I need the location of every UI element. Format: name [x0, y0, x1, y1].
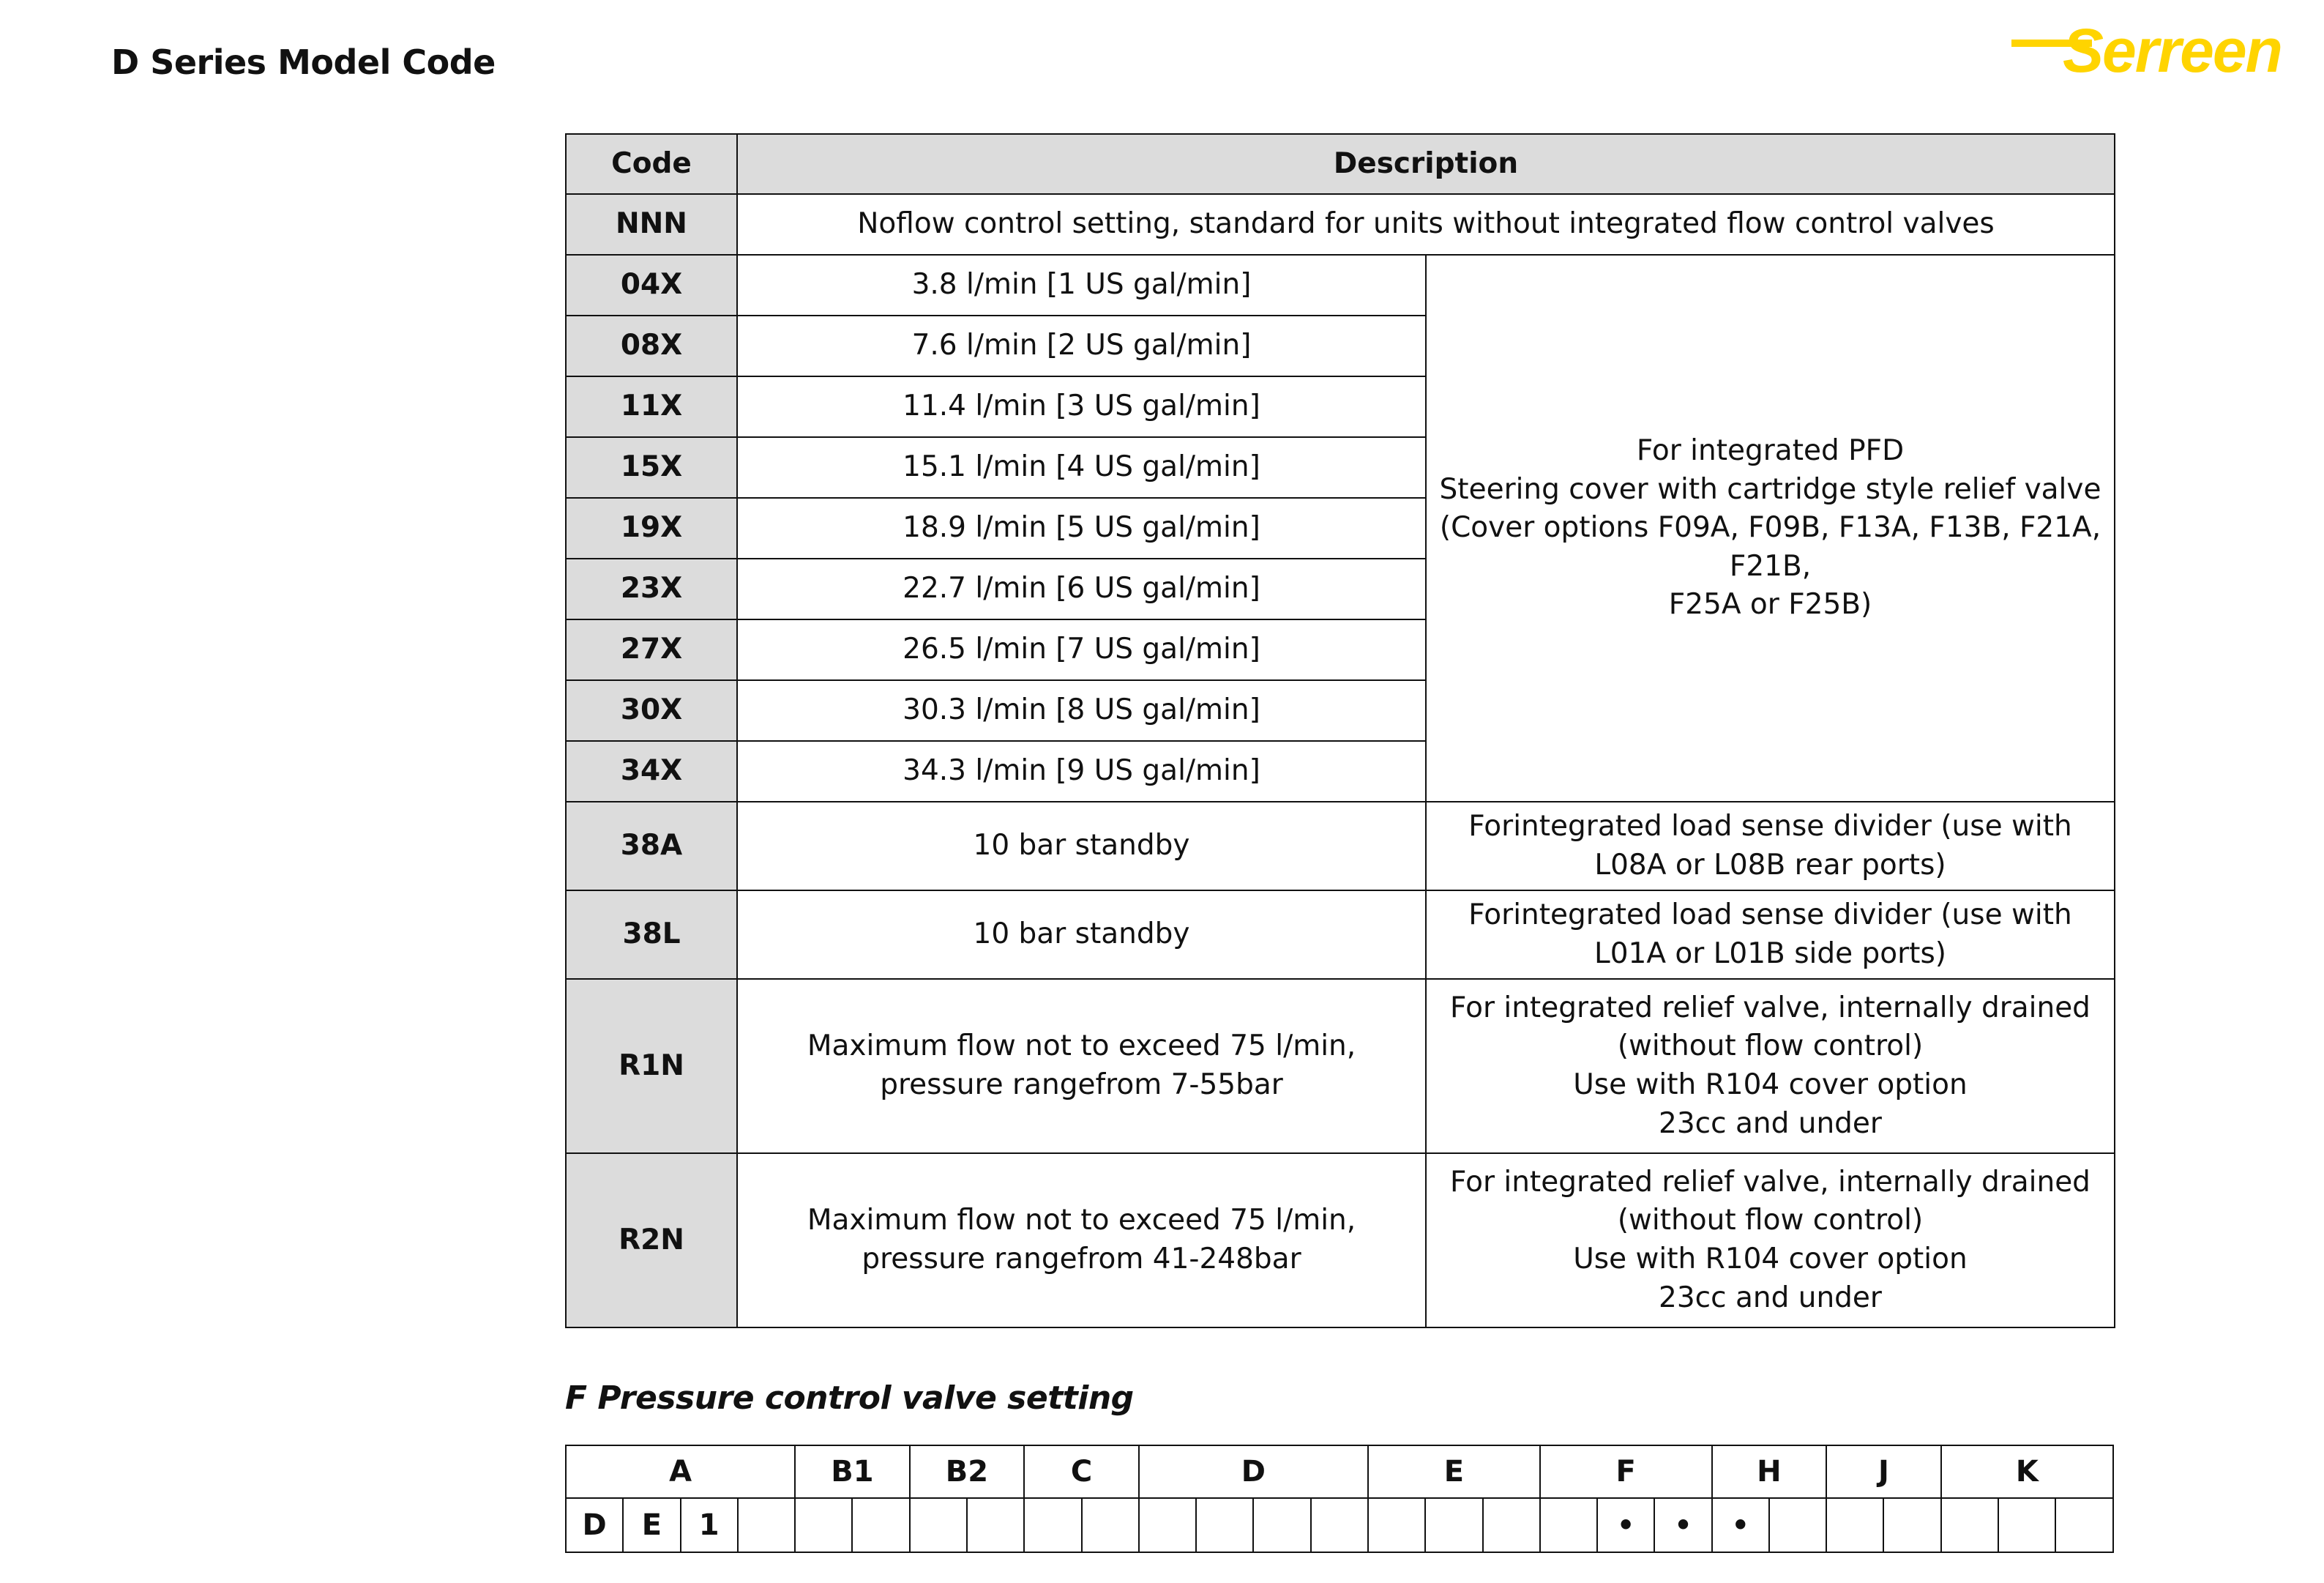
model-group-h: H — [1712, 1445, 1827, 1498]
model-cell — [1196, 1498, 1253, 1552]
code-cell: NNN — [566, 194, 737, 255]
description-cell: Maximum flow not to exceed 75 l/min, pressure rangefrom 7-55bar — [737, 979, 1426, 1153]
note-cell — [1426, 1153, 2115, 1327]
model-cell — [1883, 1498, 1940, 1552]
model-cell — [910, 1498, 967, 1552]
model-group-d: D — [1139, 1445, 1368, 1498]
page-title: D Series Model Code — [111, 42, 496, 82]
model-cell-dot: • — [1712, 1498, 1769, 1552]
note-line: For integrated PFD — [1636, 433, 1905, 467]
code-cell: 30X — [566, 680, 737, 741]
description-cell: 10 bar standby — [737, 890, 1426, 979]
code-cell: 15X — [566, 437, 737, 498]
note-line: Use with R104 cover option — [1573, 1243, 1968, 1275]
description-cell: Noflow control setting, standard for units without integrated flow control valves — [737, 194, 2115, 255]
model-cell — [1769, 1498, 1826, 1552]
note-line: F25A or F25B) — [1668, 588, 1872, 622]
model-group-b1: B1 — [795, 1445, 910, 1498]
description-cell: Maximum flow not to exceed 75 l/min, pressure rangefrom 41-248bar — [737, 1153, 1426, 1327]
model-cell — [1826, 1498, 1883, 1552]
code-cell: 27X — [566, 619, 737, 680]
code-cell: 38L — [566, 890, 737, 979]
note-line: Steering cover with cartridge style relief valve — [1439, 472, 2101, 506]
table-row — [566, 979, 2115, 1153]
model-cell — [1253, 1498, 1310, 1552]
description-cell: 18.9 l/min [5 US gal/min] — [737, 498, 1426, 559]
model-group-c: C — [1024, 1445, 1139, 1498]
table-row — [566, 255, 2115, 316]
model-cell: E — [623, 1498, 680, 1552]
model-cell-row — [566, 1498, 2113, 1552]
description-cell: 22.7 l/min [6 US gal/min] — [737, 559, 1426, 619]
model-cell — [967, 1498, 1024, 1552]
description-cell: 7.6 l/min [2 US gal/min] — [737, 316, 1426, 376]
code-cell: 38A — [566, 802, 737, 890]
model-group-row — [566, 1445, 2113, 1498]
model-cell — [1998, 1498, 2055, 1552]
code-cell: R1N — [566, 979, 737, 1153]
note-line: For integrated relief valve, internally drained — [1450, 1165, 2091, 1199]
table-row — [566, 1153, 2115, 1327]
model-cell — [1941, 1498, 1998, 1552]
code-cell: 23X — [566, 559, 737, 619]
model-cell — [1425, 1498, 1482, 1552]
table-row — [566, 802, 2115, 890]
svg-text:Serreen: Serreen — [2063, 16, 2282, 83]
model-cell — [1082, 1498, 1139, 1552]
description-cell: 26.5 l/min [7 US gal/min] — [737, 619, 1426, 680]
model-cell: 1 — [681, 1498, 738, 1552]
note-cell — [1426, 979, 2115, 1153]
model-group-f: F — [1540, 1445, 1712, 1498]
model-cell — [2055, 1498, 2113, 1552]
column-header-code: Code — [566, 134, 737, 194]
model-group-j: J — [1826, 1445, 1941, 1498]
model-cell — [1139, 1498, 1196, 1552]
table-row — [566, 194, 2115, 255]
note-line: 23cc and under — [1659, 1106, 1882, 1140]
brand-logo — [2006, 10, 2313, 83]
flow-control-table — [565, 133, 2115, 1328]
description-cell: 10 bar standby — [737, 802, 1426, 890]
note-line: (without flow control) — [1617, 1029, 1924, 1063]
table-row — [566, 890, 2115, 979]
model-cell-dot: • — [1654, 1498, 1711, 1552]
note-line: (without flow control) — [1617, 1204, 1924, 1237]
description-cell: 11.4 l/min [3 US gal/min] — [737, 376, 1426, 437]
description-cell: 30.3 l/min [8 US gal/min] — [737, 680, 1426, 741]
note-line: (Cover options F09A, F09B, F13A, F13B, F21A, F21B, — [1439, 511, 2101, 583]
model-cell-dot: • — [1597, 1498, 1654, 1552]
model-cell — [852, 1498, 909, 1552]
note-line: Use with R104 cover option — [1573, 1068, 1968, 1101]
pfd-note-cell — [1426, 255, 2115, 802]
model-group-b2: B2 — [910, 1445, 1025, 1498]
model-cell — [1311, 1498, 1368, 1552]
description-cell: 15.1 l/min [4 US gal/min] — [737, 437, 1426, 498]
note-cell: Forintegrated load sense divider (use with L01A or L01B side ports) — [1426, 890, 2115, 979]
model-cell — [738, 1498, 795, 1552]
note-line: 23cc and under — [1659, 1281, 1882, 1314]
model-cell — [1368, 1498, 1425, 1552]
code-cell: 19X — [566, 498, 737, 559]
code-cell: 08X — [566, 316, 737, 376]
note-cell: Forintegrated load sense divider (use with L08A or L08B rear ports) — [1426, 802, 2115, 890]
model-cell — [1024, 1498, 1081, 1552]
model-group-e: E — [1368, 1445, 1540, 1498]
code-cell: 04X — [566, 255, 737, 316]
note-line: For integrated relief valve, internally drained — [1450, 991, 2091, 1024]
column-header-description: Description — [737, 134, 2115, 194]
model-cell — [1540, 1498, 1597, 1552]
model-cell: D — [566, 1498, 623, 1552]
description-cell: 34.3 l/min [9 US gal/min] — [737, 741, 1426, 802]
model-cell — [1483, 1498, 1540, 1552]
description-cell: 3.8 l/min [1 US gal/min] — [737, 255, 1426, 316]
code-cell: 11X — [566, 376, 737, 437]
model-group-a: A — [566, 1445, 795, 1498]
section-heading: F Pressure control valve setting — [565, 1379, 1134, 1417]
code-cell: 34X — [566, 741, 737, 802]
model-cell — [795, 1498, 852, 1552]
code-cell: R2N — [566, 1153, 737, 1327]
model-code-table — [565, 1445, 2114, 1553]
model-group-k: K — [1941, 1445, 2113, 1498]
